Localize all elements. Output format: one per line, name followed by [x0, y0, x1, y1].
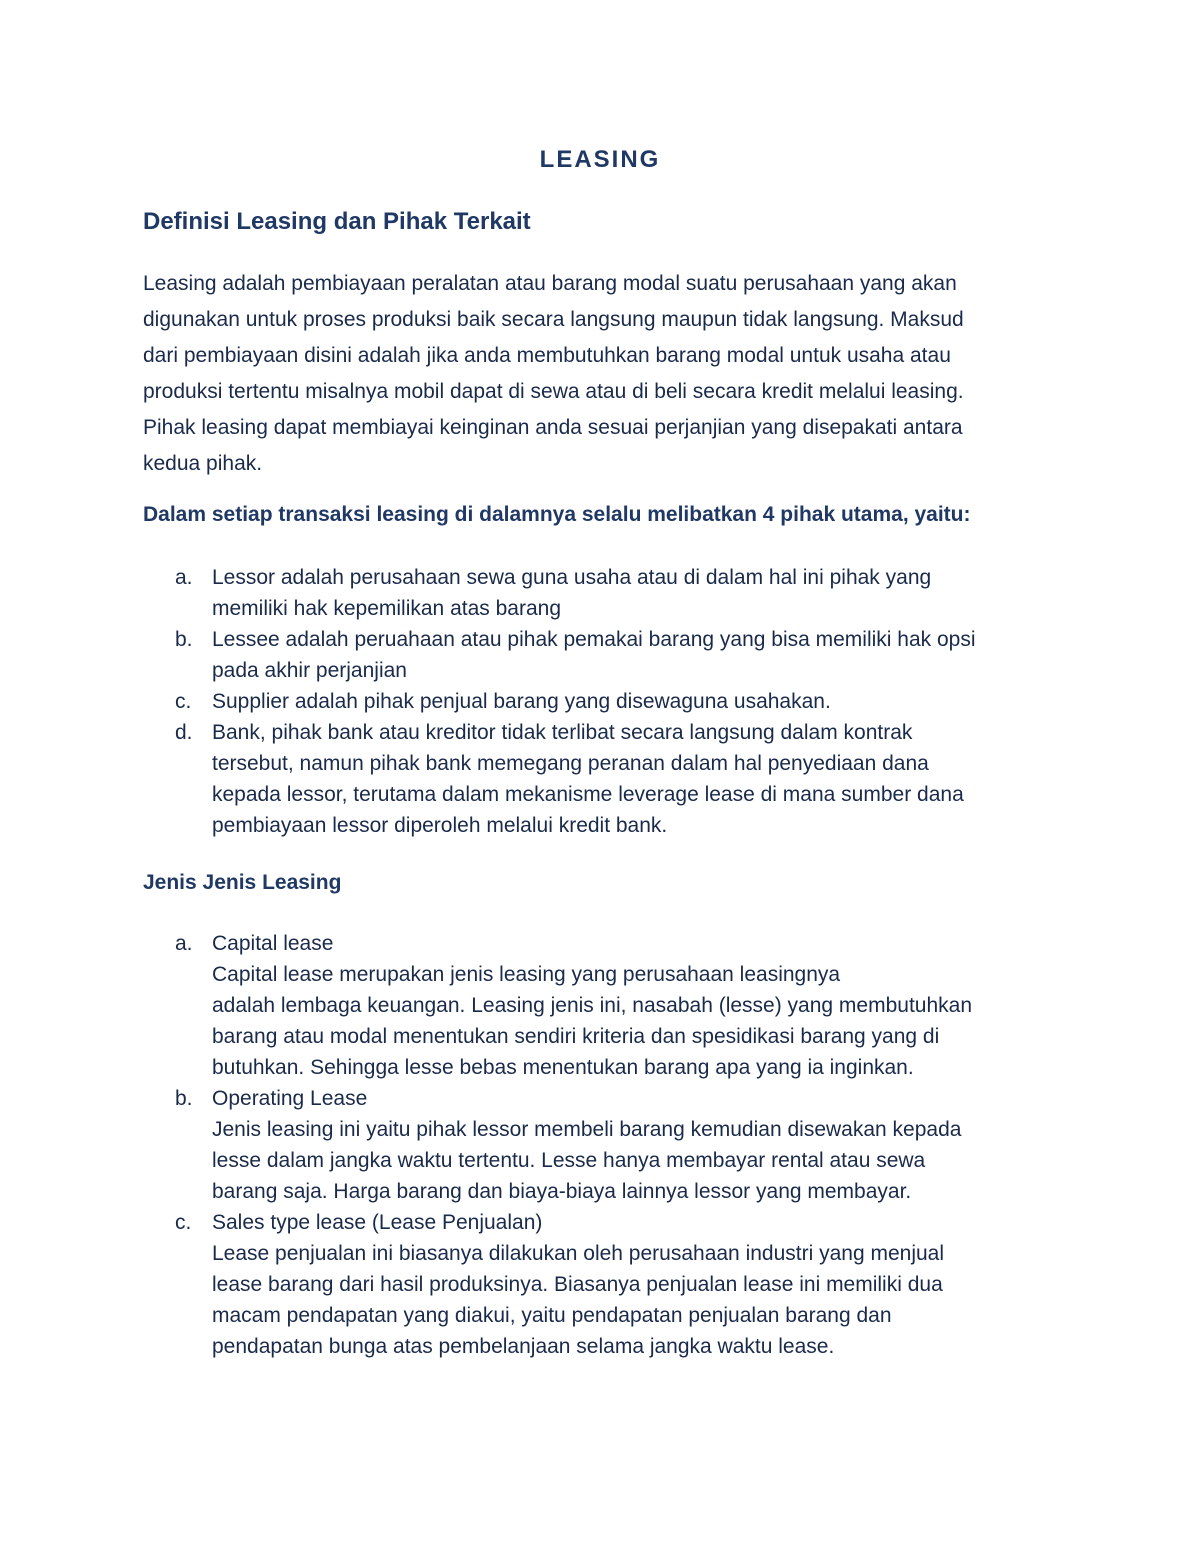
list-item-line: Bank, pihak bank atau kreditor tidak terlibat secara langsung dalam kontrak: [212, 721, 913, 744]
list-item-line: memiliki hak kepemilikan atas barang: [212, 597, 561, 620]
list-item-title: Operating Lease: [212, 1087, 368, 1110]
list-item-line: Jenis leasing ini yaitu pihak lessor membeli barang kemudian disewakan kepada: [212, 1118, 962, 1141]
list-item-line: butuhkan. Sehingga lesse bebas menentukan barang apa yang ia inginkan.: [212, 1056, 914, 1079]
list-marker: c.: [175, 1211, 192, 1234]
section-heading-definition: Definisi Leasing dan Pihak Terkait: [143, 208, 531, 235]
parties-list: [143, 562, 1063, 841]
types-list: [143, 928, 1063, 1362]
list-item-line: barang atau modal menentukan sendiri kriteria dan spesidikasi barang yang di: [212, 1025, 940, 1048]
list-item-sales-type-lease: [143, 1207, 1063, 1362]
list-item-supplier: [143, 686, 1063, 717]
list-marker: d.: [175, 721, 193, 744]
list-item-bank: [143, 717, 1063, 841]
paragraph-line: kedua pihak.: [143, 452, 263, 475]
list-item-title: Capital lease: [212, 932, 334, 955]
list-item-line: kepada lessor, terutama dalam mekanisme leverage lease di mana sumber dana: [212, 783, 964, 806]
paragraph-line: digunakan untuk proses produksi baik secara langsung maupun tidak langsung. Maksud: [143, 308, 964, 331]
definition-paragraph: [143, 266, 1063, 482]
list-item-line: tersebut, namun pihak bank memegang peranan dalam hal penyediaan dana: [212, 752, 929, 775]
list-item-line: pendapatan bunga atas pembelanjaan selama jangka waktu lease.: [212, 1335, 835, 1358]
list-marker: a.: [175, 932, 193, 955]
list-marker: b.: [175, 1087, 193, 1110]
list-item-line: Lessor adalah perusahaan sewa guna usaha atau di dalam hal ini pihak yang: [212, 566, 932, 589]
list-item-line: lesse dalam jangka waktu tertentu. Lesse hanya membayar rental atau sewa: [212, 1149, 926, 1172]
paragraph-line: Pihak leasing dapat membiayai keinginan anda sesuai perjanjian yang disepakati antara: [143, 416, 963, 439]
list-item-capital-lease: [143, 928, 1063, 1083]
list-item-operating-lease: [143, 1083, 1063, 1207]
parties-heading: Dalam setiap transaksi leasing di dalamnya selalu melibatkan 4 pihak utama, yaitu:: [143, 503, 971, 526]
list-item-line: Lease penjualan ini biasanya dilakukan oleh perusahaan industri yang menjual: [212, 1242, 945, 1265]
types-heading: Jenis Jenis Leasing: [143, 871, 342, 894]
list-item-line: adalah lembaga keuangan. Leasing jenis ini, nasabah (lesse) yang membutuhkan: [212, 994, 973, 1017]
paragraph-line: dari pembiayaan disini adalah jika anda membutuhkan barang modal untuk usaha atau: [143, 344, 951, 367]
list-item-line: pembiayaan lessor diperoleh melalui kredit bank.: [212, 814, 668, 837]
paragraph-line: produksi tertentu misalnya mobil dapat di sewa atau di beli secara kredit melalui leasing.: [143, 380, 964, 403]
list-item-line: barang saja. Harga barang dan biaya-biaya lainnya lessor yang membayar.: [212, 1180, 912, 1203]
list-item-lessee: [143, 624, 1063, 686]
list-item-line: lease barang dari hasil produksinya. Biasanya penjualan lease ini memiliki dua: [212, 1273, 943, 1296]
list-item-title: Sales type lease (Lease Penjualan): [212, 1211, 543, 1234]
paragraph-line: Leasing adalah pembiayaan peralatan atau barang modal suatu perusahaan yang akan: [143, 272, 957, 295]
list-marker: b.: [175, 628, 193, 651]
list-item-line: Lessee adalah peruahaan atau pihak pemakai barang yang bisa memiliki hak opsi: [212, 628, 976, 651]
document-title: LEASING: [539, 146, 661, 173]
list-marker: a.: [175, 566, 193, 589]
list-item-lessor: [143, 562, 1063, 624]
list-item-line: Supplier adalah pihak penjual barang yang disewaguna usahakan.: [212, 690, 831, 713]
list-item-line: macam pendapatan yang diakui, yaitu pendapatan penjualan barang dan: [212, 1304, 892, 1327]
list-item-line: Capital lease merupakan jenis leasing yang perusahaan leasingnya: [212, 963, 841, 986]
list-item-line: pada akhir perjanjian: [212, 659, 407, 682]
list-marker: c.: [175, 690, 192, 713]
